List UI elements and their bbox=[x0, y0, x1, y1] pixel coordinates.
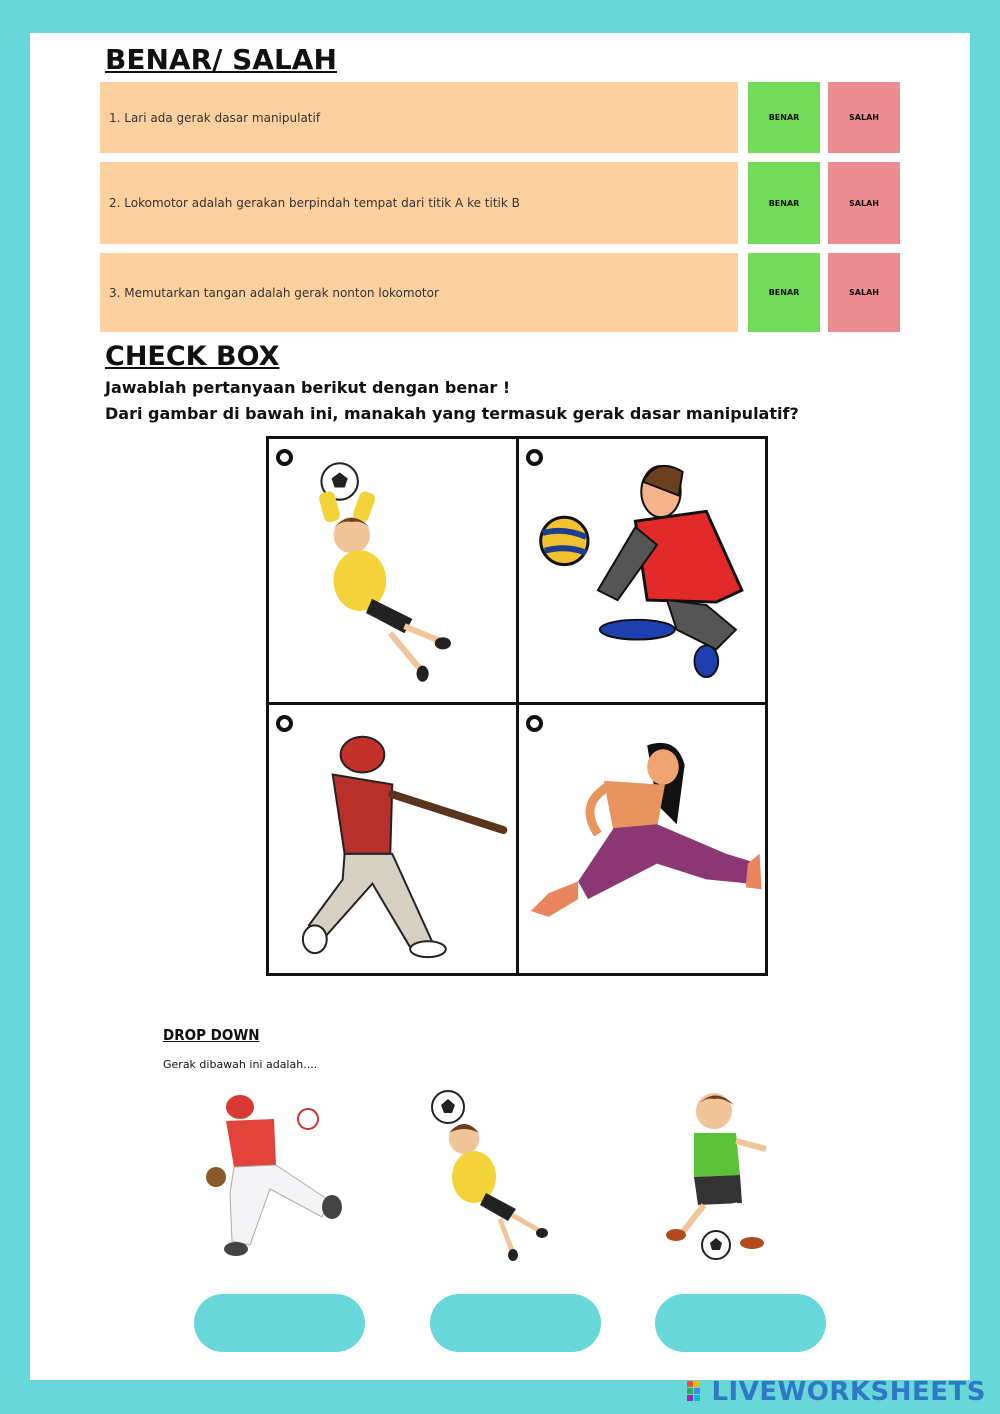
image-choice-grid bbox=[266, 436, 768, 976]
baseball-pitcher-icon bbox=[190, 1085, 370, 1265]
figure-baseball-pitcher bbox=[190, 1085, 370, 1265]
salah-button[interactable]: SALAH bbox=[828, 253, 900, 332]
goalkeeper-catching-ball-icon bbox=[416, 1085, 596, 1265]
goalkeeper-catching-ball-icon bbox=[269, 439, 516, 702]
baseball-batter-icon bbox=[269, 705, 516, 973]
check-box-title: CHECK BOX bbox=[105, 341, 280, 372]
dropdown-answer-3[interactable] bbox=[655, 1294, 826, 1352]
salah-button[interactable]: SALAH bbox=[828, 162, 900, 244]
radio-option-2[interactable] bbox=[526, 449, 543, 466]
true-false-row-1 bbox=[100, 82, 900, 153]
choice-goalkeeper[interactable] bbox=[269, 439, 516, 702]
radio-option-1[interactable] bbox=[276, 449, 293, 466]
choice-baseball[interactable] bbox=[269, 705, 516, 973]
figure-goalkeeper bbox=[416, 1085, 596, 1265]
volleyball-player-icon bbox=[519, 439, 766, 702]
radio-option-4[interactable] bbox=[526, 715, 543, 732]
boy-kicking-soccer-ball-icon bbox=[642, 1085, 822, 1265]
drop-down-subtitle: Gerak dibawah ini adalah.... bbox=[163, 1058, 318, 1071]
salah-button[interactable]: SALAH bbox=[828, 82, 900, 153]
radio-option-3[interactable] bbox=[276, 715, 293, 732]
question-text: 1. Lari ada gerak dasar manipulatif bbox=[100, 82, 738, 153]
question-text: Dari gambar di bawah ini, manakah yang termasuk gerak dasar manipulatif? bbox=[105, 404, 799, 423]
logo-text: LIVEWORKSHEETS bbox=[711, 1377, 986, 1407]
benar-button[interactable]: BENAR bbox=[748, 82, 820, 153]
question-text: 2. Lokomotor adalah gerakan berpindah tempat dari titik A ke titik B bbox=[100, 162, 738, 244]
dropdown-answer-1[interactable] bbox=[194, 1294, 365, 1352]
benar-salah-title: BENAR/ SALAH bbox=[105, 43, 337, 76]
worksheet-page bbox=[30, 33, 970, 1380]
choice-volleyball[interactable] bbox=[519, 439, 766, 702]
choice-stretching[interactable] bbox=[519, 705, 766, 973]
woman-stretching-icon bbox=[519, 705, 766, 973]
instruction-text: Jawablah pertanyaan berikut dengan benar ! bbox=[105, 378, 511, 397]
benar-button[interactable]: BENAR bbox=[748, 253, 820, 332]
true-false-row-3 bbox=[100, 253, 900, 332]
liveworksheets-logo bbox=[687, 1377, 986, 1407]
figure-soccer-kick bbox=[642, 1085, 822, 1265]
benar-button[interactable]: BENAR bbox=[748, 162, 820, 244]
dropdown-answer-2[interactable] bbox=[430, 1294, 601, 1352]
drop-down-title: DROP DOWN bbox=[163, 1026, 260, 1044]
question-text: 3. Memutarkan tangan adalah gerak nonton lokomotor bbox=[100, 253, 738, 332]
liveworksheets-logo-icon bbox=[687, 1379, 707, 1403]
true-false-row-2 bbox=[100, 162, 900, 244]
